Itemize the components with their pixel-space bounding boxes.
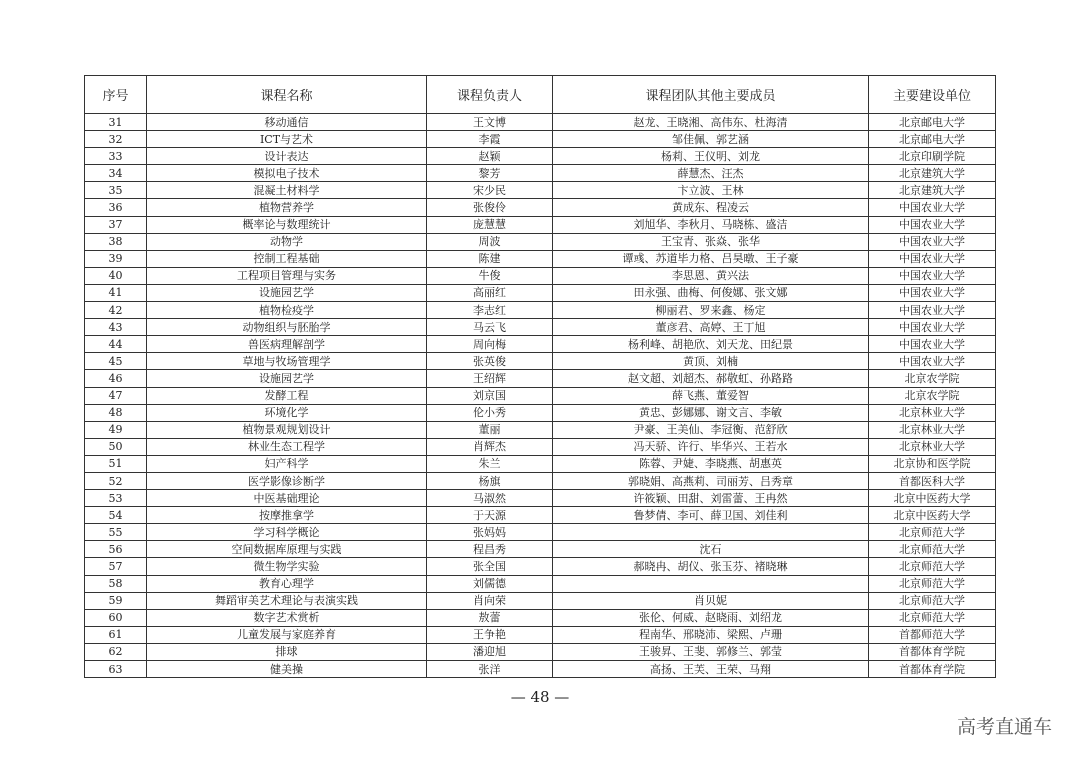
cell-institution: 中国农业大学: [869, 250, 996, 267]
table-row: [85, 643, 996, 660]
cell-index: 63: [85, 661, 147, 678]
table-row: [85, 524, 996, 541]
cell-course-lead: 肖向荣: [427, 592, 553, 609]
cell-team-members: 程南华、邢晓沛、梁熙、卢珊: [553, 626, 869, 643]
cell-index: 33: [85, 148, 147, 165]
cell-index: 54: [85, 507, 147, 524]
cell-index: 56: [85, 541, 147, 558]
cell-index: 42: [85, 302, 147, 319]
cell-index: 44: [85, 336, 147, 353]
cell-index: 58: [85, 575, 147, 592]
cell-institution: 中国农业大学: [869, 319, 996, 336]
cell-course-lead: 马云飞: [427, 319, 553, 336]
cell-course-name: 混凝土材料学: [147, 182, 427, 199]
cell-team-members: 杨莉、王仪明、刘龙: [553, 148, 869, 165]
cell-course-name: 妇产科学: [147, 455, 427, 472]
course-table: [84, 75, 996, 678]
table-row: [85, 302, 996, 319]
cell-index: 57: [85, 558, 147, 575]
cell-team-members: 黄成东、程凌云: [553, 199, 869, 216]
cell-team-members: 卞立波、王林: [553, 182, 869, 199]
cell-institution: 北京建筑大学: [869, 165, 996, 182]
cell-team-members: 鲁梦倩、李可、薛卫国、刘佳利: [553, 507, 869, 524]
cell-course-lead: 张英俊: [427, 353, 553, 370]
cell-team-members: 沈石: [553, 541, 869, 558]
cell-course-name: 兽医病理解剖学: [147, 336, 427, 353]
table-row: [85, 199, 996, 216]
table-row: [85, 336, 996, 353]
cell-index: 43: [85, 319, 147, 336]
cell-course-lead: 黎芳: [427, 165, 553, 182]
cell-team-members: [553, 575, 869, 592]
table-row: [85, 182, 996, 199]
cell-course-lead: 陈建: [427, 250, 553, 267]
cell-institution: 北京师范大学: [869, 592, 996, 609]
cell-team-members: 肖贝妮: [553, 592, 869, 609]
table-row: [85, 284, 996, 301]
cell-course-name: 控制工程基础: [147, 250, 427, 267]
cell-index: 61: [85, 626, 147, 643]
table-row: [85, 626, 996, 643]
cell-index: 51: [85, 455, 147, 472]
cell-institution: 中国农业大学: [869, 267, 996, 284]
cell-course-name: 林业生态工程学: [147, 438, 427, 455]
cell-institution: 中国农业大学: [869, 284, 996, 301]
cell-institution: 北京中医药大学: [869, 490, 996, 507]
watermark: 高考直通车: [956, 716, 1052, 738]
cell-institution: 北京协和医学院: [869, 455, 996, 472]
cell-team-members: 黄顶、刘楠: [553, 353, 869, 370]
cell-index: 37: [85, 216, 147, 233]
cell-institution: 北京林业大学: [869, 404, 996, 421]
table-row: [85, 609, 996, 626]
cell-index: 45: [85, 353, 147, 370]
cell-institution: 北京师范大学: [869, 609, 996, 626]
cell-index: 55: [85, 524, 147, 541]
cell-course-name: 中医基础理论: [147, 490, 427, 507]
cell-course-lead: 马淑然: [427, 490, 553, 507]
cell-institution: 中国农业大学: [869, 199, 996, 216]
cell-course-lead: 朱兰: [427, 455, 553, 472]
table-row: [85, 592, 996, 609]
cell-institution: 中国农业大学: [869, 336, 996, 353]
header-row: [85, 76, 996, 114]
cell-institution: 北京林业大学: [869, 438, 996, 455]
cell-team-members: 尹豪、王美仙、李冠衡、范舒欣: [553, 421, 869, 438]
cell-course-lead: 杨旗: [427, 472, 553, 489]
cell-course-lead: 周波: [427, 233, 553, 250]
cell-course-lead: 于天源: [427, 507, 553, 524]
cell-course-name: 教育心理学: [147, 575, 427, 592]
cell-index: 32: [85, 131, 147, 148]
cell-team-members: 赵龙、王晓湘、高伟东、杜海清: [553, 114, 869, 131]
cell-course-lead: 宋少民: [427, 182, 553, 199]
cell-index: 41: [85, 284, 147, 301]
cell-course-lead: 张全国: [427, 558, 553, 575]
cell-index: 53: [85, 490, 147, 507]
cell-course-name: 模拟电子技术: [147, 165, 427, 182]
cell-team-members: 董彦君、高婷、王丁旭: [553, 319, 869, 336]
cell-institution: 北京邮电大学: [869, 114, 996, 131]
table-row: [85, 233, 996, 250]
cell-course-lead: 赵颖: [427, 148, 553, 165]
cell-course-name: 学习科学概论: [147, 524, 427, 541]
cell-course-name: 环境化学: [147, 404, 427, 421]
cell-team-members: 王骏昇、王斐、郭修兰、郭莹: [553, 643, 869, 660]
cell-index: 34: [85, 165, 147, 182]
cell-course-lead: 刘京国: [427, 387, 553, 404]
cell-team-members: 张伦、何威、赵晓雨、刘绍龙: [553, 609, 869, 626]
table-row: [85, 131, 996, 148]
cell-course-lead: 庞慧慧: [427, 216, 553, 233]
cell-team-members: 刘旭华、李秋月、马晓栋、盛洁: [553, 216, 869, 233]
cell-index: 50: [85, 438, 147, 455]
cell-team-members: 王宝青、张焱、张华: [553, 233, 869, 250]
cell-course-lead: 敖蕾: [427, 609, 553, 626]
cell-course-lead: 李志红: [427, 302, 553, 319]
cell-team-members: 冯天骄、许行、毕华兴、王若水: [553, 438, 869, 455]
cell-index: 38: [85, 233, 147, 250]
table-row: [85, 507, 996, 524]
cell-course-name: 植物营养学: [147, 199, 427, 216]
cell-institution: 北京师范大学: [869, 558, 996, 575]
cell-course-name: 医学影像诊断学: [147, 472, 427, 489]
table-row: [85, 558, 996, 575]
cell-institution: 北京建筑大学: [869, 182, 996, 199]
cell-course-name: 舞蹈审美艺术理论与表演实践: [147, 592, 427, 609]
cell-index: 52: [85, 472, 147, 489]
cell-team-members: 杨利峰、胡艳欣、刘天龙、田纪景: [553, 336, 869, 353]
cell-index: 39: [85, 250, 147, 267]
cell-index: 49: [85, 421, 147, 438]
cell-team-members: 赵文超、刘超杰、郝敬虹、孙路路: [553, 370, 869, 387]
table-row: [85, 353, 996, 370]
cell-course-lead: 张俊伶: [427, 199, 553, 216]
cell-institution: 北京中医药大学: [869, 507, 996, 524]
cell-course-lead: 董丽: [427, 421, 553, 438]
header-team-members: 课程团队其他主要成员: [553, 76, 869, 114]
header-index: 序号: [85, 76, 147, 114]
cell-course-lead: 程昌秀: [427, 541, 553, 558]
cell-institution: 北京邮电大学: [869, 131, 996, 148]
cell-index: 35: [85, 182, 147, 199]
cell-course-lead: 张妈妈: [427, 524, 553, 541]
cell-course-lead: 牛俊: [427, 267, 553, 284]
table-row: [85, 114, 996, 131]
cell-team-members: 郭晓娟、高燕莉、司丽芳、吕秀章: [553, 472, 869, 489]
table-body: [85, 114, 996, 678]
header-course-lead: 课程负责人: [427, 76, 553, 114]
cell-team-members: [553, 524, 869, 541]
cell-institution: 首都师范大学: [869, 626, 996, 643]
cell-team-members: 田永强、曲梅、何俊娜、张文娜: [553, 284, 869, 301]
table-row: [85, 165, 996, 182]
cell-team-members: 邹佳佩、郭艺涵: [553, 131, 869, 148]
table-row: [85, 541, 996, 558]
cell-course-name: 动物组织与胚胎学: [147, 319, 427, 336]
cell-course-lead: 肖辉杰: [427, 438, 553, 455]
cell-team-members: 高扬、王芙、王荣、马翔: [553, 661, 869, 678]
cell-course-lead: 张洋: [427, 661, 553, 678]
cell-course-name: 健美操: [147, 661, 427, 678]
cell-course-lead: 王争艳: [427, 626, 553, 643]
header-institution: 主要建设单位: [869, 76, 996, 114]
cell-course-name: 植物检疫学: [147, 302, 427, 319]
cell-index: 59: [85, 592, 147, 609]
cell-course-lead: 刘儒德: [427, 575, 553, 592]
cell-team-members: 谭彧、苏道毕力格、吕昊暾、王子豪: [553, 250, 869, 267]
cell-institution: 首都医科大学: [869, 472, 996, 489]
cell-institution: 中国农业大学: [869, 302, 996, 319]
cell-index: 40: [85, 267, 147, 284]
cell-institution: 北京师范大学: [869, 524, 996, 541]
cell-course-name: 设施园艺学: [147, 284, 427, 301]
cell-institution: 中国农业大学: [869, 353, 996, 370]
cell-course-name: ICT与艺术: [147, 131, 427, 148]
table-row: [85, 472, 996, 489]
cell-course-name: 工程项目管理与实务: [147, 267, 427, 284]
cell-index: 46: [85, 370, 147, 387]
cell-course-name: 植物景观规划设计: [147, 421, 427, 438]
cell-institution: 首都体育学院: [869, 661, 996, 678]
cell-course-name: 数字艺术赏析: [147, 609, 427, 626]
cell-course-lead: 周向梅: [427, 336, 553, 353]
cell-course-name: 微生物学实验: [147, 558, 427, 575]
cell-institution: 北京印刷学院: [869, 148, 996, 165]
cell-course-lead: 李霞: [427, 131, 553, 148]
table-row: [85, 421, 996, 438]
table-row: [85, 387, 996, 404]
cell-course-name: 排球: [147, 643, 427, 660]
table-row: [85, 216, 996, 233]
page-number: — 48 —: [510, 688, 570, 706]
cell-institution: 北京师范大学: [869, 541, 996, 558]
cell-course-lead: 王绍辉: [427, 370, 553, 387]
cell-course-name: 动物学: [147, 233, 427, 250]
table-row: [85, 455, 996, 472]
cell-team-members: 薛慧杰、汪杰: [553, 165, 869, 182]
cell-index: 31: [85, 114, 147, 131]
cell-team-members: 薛飞燕、董爱智: [553, 387, 869, 404]
cell-course-name: 按摩推拿学: [147, 507, 427, 524]
table-row: [85, 148, 996, 165]
cell-course-name: 草地与牧场管理学: [147, 353, 427, 370]
cell-institution: 中国农业大学: [869, 233, 996, 250]
table-row: [85, 661, 996, 678]
cell-index: 62: [85, 643, 147, 660]
cell-course-lead: 王文博: [427, 114, 553, 131]
header-course-name: 课程名称: [147, 76, 427, 114]
cell-course-name: 设施园艺学: [147, 370, 427, 387]
table-row: [85, 267, 996, 284]
cell-index: 60: [85, 609, 147, 626]
table-row: [85, 575, 996, 592]
cell-course-name: 发酵工程: [147, 387, 427, 404]
cell-course-name: 空间数据库原理与实践: [147, 541, 427, 558]
cell-course-name: 设计表达: [147, 148, 427, 165]
cell-team-members: 陈蓉、尹婕、李晓燕、胡惠英: [553, 455, 869, 472]
cell-institution: 中国农业大学: [869, 216, 996, 233]
cell-team-members: 黄忠、彭娜娜、谢文言、李敏: [553, 404, 869, 421]
cell-institution: 北京林业大学: [869, 421, 996, 438]
cell-team-members: 李思恩、黄兴法: [553, 267, 869, 284]
cell-institution: 北京农学院: [869, 370, 996, 387]
table-row: [85, 438, 996, 455]
table-row: [85, 250, 996, 267]
cell-institution: 北京师范大学: [869, 575, 996, 592]
cell-institution: 首都体育学院: [869, 643, 996, 660]
cell-course-name: 儿童发展与家庭养育: [147, 626, 427, 643]
table-row: [85, 319, 996, 336]
table-row: [85, 404, 996, 421]
cell-institution: 北京农学院: [869, 387, 996, 404]
table-row: [85, 370, 996, 387]
cell-course-lead: 高丽红: [427, 284, 553, 301]
cell-index: 47: [85, 387, 147, 404]
cell-team-members: 柳丽君、罗来鑫、杨定: [553, 302, 869, 319]
table-row: [85, 490, 996, 507]
cell-course-lead: 潘迎旭: [427, 643, 553, 660]
cell-team-members: 郝晓冉、胡仪、张玉芬、褚晓琳: [553, 558, 869, 575]
cell-index: 36: [85, 199, 147, 216]
cell-course-name: 移动通信: [147, 114, 427, 131]
cell-course-name: 概率论与数理统计: [147, 216, 427, 233]
cell-team-members: 许筱颖、田甜、刘雷蕾、王冉然: [553, 490, 869, 507]
cell-course-lead: 伦小秀: [427, 404, 553, 421]
cell-index: 48: [85, 404, 147, 421]
